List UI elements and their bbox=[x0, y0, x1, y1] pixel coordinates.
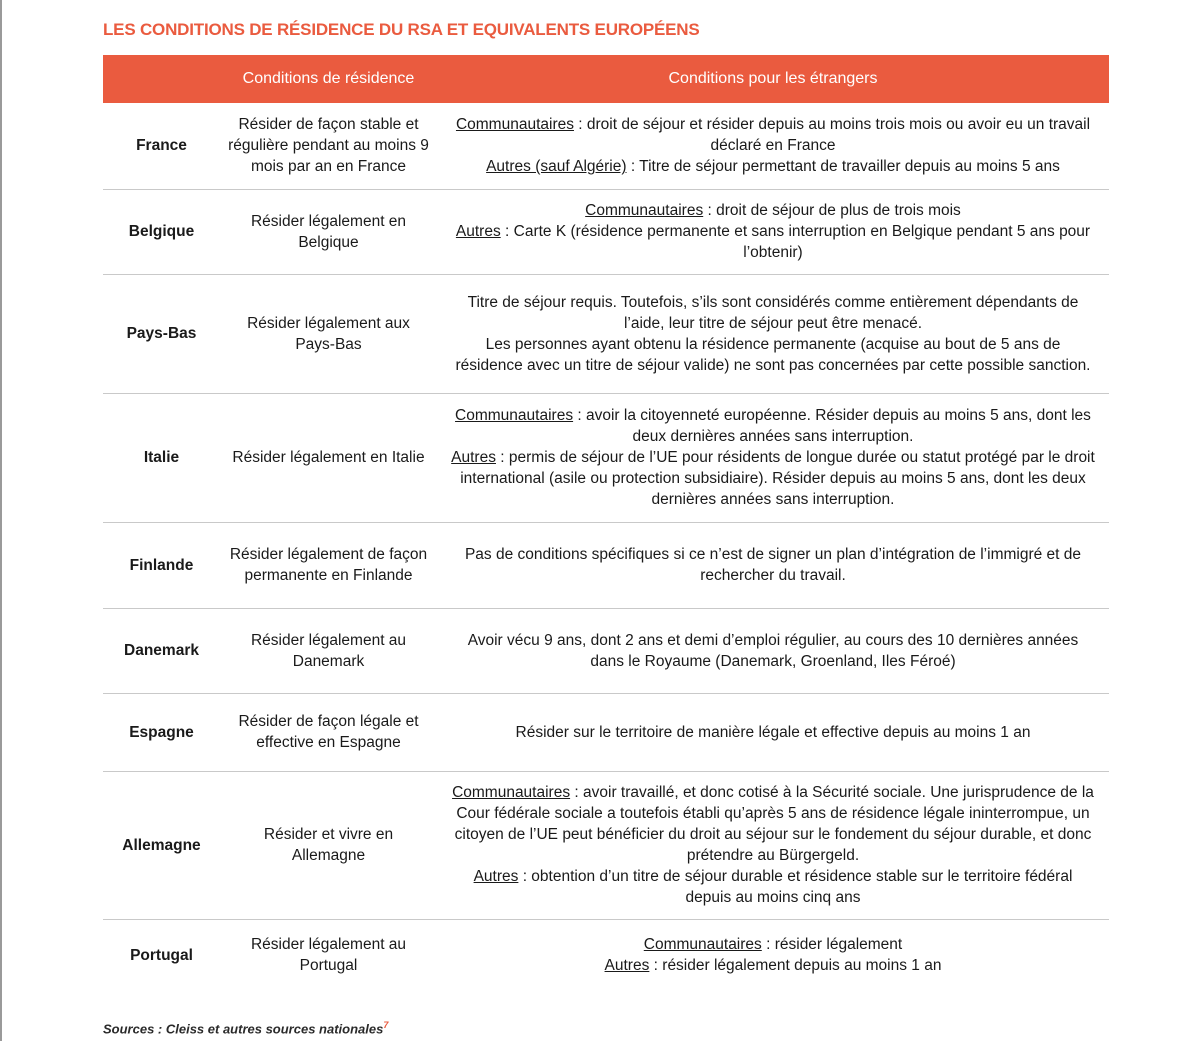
condition-text: Avoir vécu 9 ans, dont 2 ans et demi d’emploi régulier, au cours des 10 dernières années dans le Royaume (Danemark, Groenland, Iles Féroé) bbox=[467, 631, 1079, 670]
footnote-marker: 7 bbox=[383, 1020, 389, 1030]
foreigners-cell bbox=[437, 522, 1109, 608]
country-cell: Finlande bbox=[103, 522, 220, 608]
table-title: LES CONDITIONS DE RÉSIDENCE DU RSA ET EQUIVALENTS EUROPÉENS bbox=[103, 20, 700, 39]
residence-cell: Résider légalement au Danemark bbox=[220, 608, 437, 693]
condition-label: Autres bbox=[455, 223, 501, 240]
residence-cell: Résider légalement en Belgique bbox=[220, 189, 437, 274]
condition-label: Autres bbox=[451, 449, 496, 466]
table-row bbox=[103, 393, 1109, 522]
residence-cell: Résider de façon stable et régulière pendant au moins 9 mois par an en France bbox=[220, 103, 437, 189]
condition-paragraph bbox=[451, 292, 1095, 334]
residence-cell: Résider légalement en Italie bbox=[220, 393, 437, 522]
condition-paragraph bbox=[451, 200, 1095, 221]
condition-label: Autres bbox=[604, 957, 650, 975]
country-cell: Danemark bbox=[103, 608, 220, 693]
condition-paragraph bbox=[451, 221, 1095, 263]
header-country bbox=[103, 55, 220, 103]
foreigners-cell bbox=[437, 274, 1109, 393]
country-cell: Espagne bbox=[103, 693, 220, 771]
table-row bbox=[103, 189, 1109, 274]
condition-paragraph bbox=[451, 782, 1095, 866]
condition-paragraph bbox=[451, 447, 1095, 510]
header-residence: Conditions de résidence bbox=[220, 55, 437, 103]
condition-text: : permis de séjour de l’UE pour résidents de longue durée ou statut protégé par le droit international (asile ou protection subsidiaire). Résider depuis au moins 5 ans, dont les deux dernières années sans interruption. bbox=[460, 449, 1095, 508]
condition-paragraph bbox=[451, 114, 1095, 156]
condition-text: : résider légalement depuis au moins 1 an bbox=[649, 957, 942, 975]
header-row bbox=[103, 55, 1109, 103]
condition-text: : obtention d’un titre de séjour durable et résidence stable sur le territoire fédéral depuis au moins cinq ans bbox=[518, 868, 1073, 906]
table-row bbox=[103, 771, 1109, 919]
country-cell: Allemagne bbox=[103, 771, 220, 919]
condition-text: : Titre de séjour permettant de travailler depuis au moins 5 ans bbox=[626, 158, 1060, 176]
table-row bbox=[103, 608, 1109, 693]
condition-paragraph bbox=[451, 955, 1095, 976]
country-cell: Belgique bbox=[103, 189, 220, 274]
residence-cell: Résider légalement au Portugal bbox=[250, 936, 407, 975]
header-foreigners: Conditions pour les étrangers bbox=[437, 55, 1109, 103]
country-cell: France bbox=[103, 103, 220, 189]
foreigners-cell bbox=[437, 393, 1109, 522]
table-row bbox=[103, 919, 1109, 991]
foreigners-cell bbox=[437, 608, 1109, 693]
foreigners-cell bbox=[437, 771, 1109, 919]
condition-text: Titre de séjour requis. Toutefois, s’ils sont considérés comme entièrement dépendants de l’aide, leur titre de séjour peut être menacé. bbox=[467, 293, 1079, 332]
foreigners-cell bbox=[437, 103, 1109, 189]
condition-label: Communautaires bbox=[643, 936, 762, 954]
page-edge bbox=[0, 0, 2, 1041]
condition-paragraph bbox=[451, 866, 1095, 908]
residence-cell: Résider de façon légale et effective en Espagne bbox=[220, 693, 437, 771]
foreigners-cell bbox=[437, 919, 1109, 991]
residence-cell: Résider et vivre en Allemagne bbox=[220, 771, 437, 919]
condition-label: Communautaires bbox=[585, 202, 704, 219]
sources-text: Sources : Cleiss et autres sources nationales bbox=[103, 1021, 384, 1037]
country-cell: Pays-Bas bbox=[103, 274, 220, 393]
foreigners-cell bbox=[437, 693, 1109, 771]
country-cell: Italie bbox=[103, 393, 220, 522]
condition-text: : Carte K (résidence permanente et sans interruption en Belgique pendant 5 ans pour l’obtenir) bbox=[500, 223, 1091, 261]
condition-paragraph bbox=[451, 934, 1095, 955]
residence-cell: Résider légalement de façon permanente en Finlande bbox=[220, 522, 437, 608]
condition-label: Communautaires bbox=[455, 407, 574, 424]
document bbox=[103, 20, 1109, 991]
condition-text: Pas de conditions spécifiques si ce n’est de signer un plan d’intégration de l’immigré et de rechercher du travail. bbox=[464, 546, 1082, 584]
table-body bbox=[103, 103, 1109, 991]
condition-text: : avoir la citoyenneté européenne. Résider depuis au moins 5 ans, dont les deux dernières années sans interruption. bbox=[573, 407, 1091, 445]
condition-paragraph bbox=[451, 334, 1095, 376]
condition-text: : droit de séjour de plus de trois mois bbox=[703, 202, 961, 219]
condition-label: Autres bbox=[473, 868, 519, 885]
condition-label: Autres (sauf Algérie) bbox=[486, 158, 627, 176]
condition-paragraph bbox=[451, 156, 1095, 177]
table-row bbox=[103, 522, 1109, 608]
condition-paragraph bbox=[451, 722, 1095, 743]
condition-text: : résider légalement bbox=[761, 936, 903, 954]
table-row bbox=[103, 274, 1109, 393]
condition-paragraph bbox=[451, 405, 1095, 447]
sources-note bbox=[103, 1020, 388, 1036]
residence-cell: Résider légalement aux Pays-Bas bbox=[220, 274, 437, 393]
condition-label: Communautaires bbox=[455, 116, 574, 134]
condition-text: Les personnes ayant obtenu la résidence permanente (acquise au bout de 5 ans de résidence avec un titre de séjour valide) ne sont pas concernées par cette possible sanction. bbox=[455, 335, 1091, 374]
condition-text: : droit de séjour et résider depuis au moins trois mois ou avoir eu un travail déclaré en France bbox=[573, 116, 1091, 155]
condition-paragraph bbox=[451, 544, 1095, 586]
table-row bbox=[103, 103, 1109, 189]
country-cell: Portugal bbox=[130, 946, 193, 964]
residence-table bbox=[103, 55, 1109, 991]
condition-label: Communautaires bbox=[452, 784, 571, 801]
condition-text: Résider sur le territoire de manière légale et effective depuis au moins 1 an bbox=[515, 723, 1031, 741]
condition-text: : avoir travaillé, et donc cotisé à la Sécurité sociale. Une jurisprudence de la Cour fédérale sociale a toutefois établi qu’après 5 ans de résidence légale ininterrompue, un citoyen de l’UE peut bénéficier du droit au séjour sur le fondement du séjour durable, et donc prétendre au Bürgergeld. bbox=[454, 784, 1094, 864]
table-row bbox=[103, 693, 1109, 771]
condition-paragraph bbox=[451, 630, 1095, 672]
foreigners-cell bbox=[437, 189, 1109, 274]
